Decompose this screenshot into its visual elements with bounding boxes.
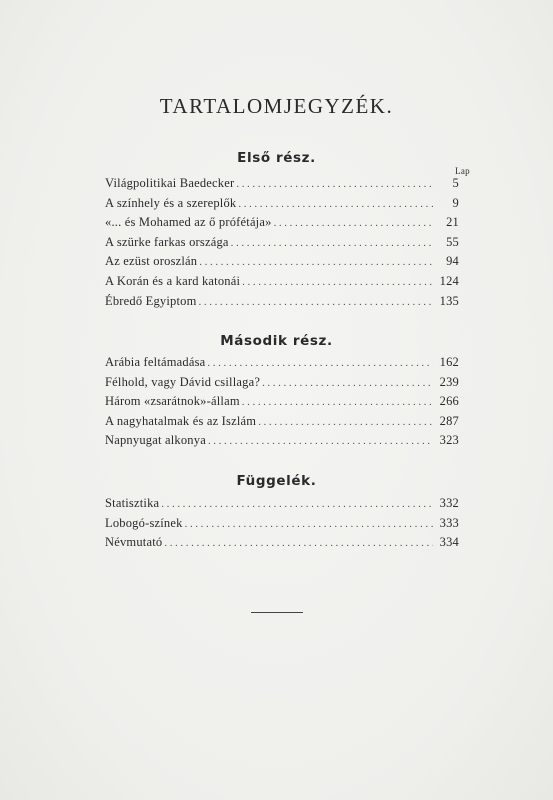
toc-entry	[105, 433, 459, 453]
toc-entry-page: 55	[446, 234, 459, 249]
toc-entry-page: 135	[439, 293, 459, 308]
dot-leader	[236, 178, 433, 190]
toc-entry-page: 94	[446, 254, 459, 269]
dot-leader	[258, 416, 433, 428]
toc-entry	[105, 274, 459, 294]
closing-rule	[251, 612, 303, 613]
toc-entry	[105, 176, 459, 196]
toc-entry	[105, 254, 459, 274]
toc-entry	[105, 414, 459, 434]
dot-leader	[262, 377, 433, 389]
toc-entry	[105, 375, 459, 395]
dot-leader	[242, 396, 433, 408]
toc-entry-page: 266	[439, 394, 459, 409]
toc-entry	[105, 294, 459, 314]
section-heading-appendix: Függelék.	[236, 473, 317, 489]
toc-entry-page: 5	[452, 176, 459, 190]
toc-list-appendix	[105, 496, 459, 555]
toc-list-section-2	[105, 355, 459, 453]
toc-entry	[105, 394, 459, 414]
page-column-label: Lap	[455, 166, 470, 176]
toc-entry-title: Három «zsarátnok»-állam	[105, 394, 240, 409]
toc-entry	[105, 355, 459, 375]
toc-entry	[105, 196, 459, 216]
dot-leader	[274, 217, 433, 229]
toc-entry-title: Arábia feltámadása	[105, 355, 206, 369]
toc-entry-page: 239	[439, 374, 459, 389]
dot-leader	[164, 537, 433, 549]
toc-entry-title: A Korán és a kard katonái	[105, 273, 241, 288]
toc-entry-title: Névmutató	[105, 535, 163, 550]
toc-entry-page: 333	[439, 515, 459, 530]
toc-entry-page: 162	[439, 355, 459, 369]
dot-leader	[207, 357, 433, 369]
dot-leader	[161, 498, 433, 510]
toc-entry-page: 334	[439, 535, 459, 550]
dot-leader	[185, 518, 433, 530]
dot-leader	[208, 435, 433, 447]
toc-list-section-1	[105, 176, 459, 313]
toc-entry-page: 287	[439, 413, 459, 428]
toc-entry-title: A nagyhatalmak és az Iszlám	[105, 413, 257, 428]
toc-entry-page: 21	[446, 215, 459, 230]
toc-entry	[105, 496, 459, 516]
toc-entry	[105, 215, 459, 235]
toc-entry-title: Lobogó-színek	[105, 515, 183, 530]
toc-entry-page: 332	[439, 496, 459, 510]
dot-leader	[199, 296, 433, 308]
toc-entry-title: A szürke farkas országa	[105, 234, 229, 249]
toc-entry-title: Világpolitikai Baedecker	[105, 176, 235, 190]
toc-entry-title: A színhely és a szereplők	[105, 195, 237, 210]
dot-leader	[199, 256, 433, 268]
toc-entry-title: Az ezüst oroszlán	[105, 254, 198, 269]
toc-entry	[105, 516, 459, 536]
dot-leader	[231, 237, 433, 249]
dot-leader	[242, 276, 433, 288]
toc-entry	[105, 535, 459, 555]
dot-leader	[238, 198, 433, 210]
toc-entry-title: Statisztika	[105, 496, 160, 510]
toc-entry-title: «... és Mohamed az ő prófétája»	[105, 215, 272, 230]
page-title: TARTALOMJEGYZÉK.	[159, 94, 394, 118]
section-heading-2: Második rész.	[220, 333, 333, 349]
toc-entry	[105, 235, 459, 255]
toc-entry-title: Félhold, vagy Dávid csillaga?	[105, 374, 261, 389]
toc-entry-title: Napnyugat alkonya	[105, 433, 206, 448]
toc-entry-page: 9	[452, 195, 459, 210]
toc-entry-page: 124	[439, 273, 459, 288]
section-heading-1: Első rész.	[237, 150, 316, 166]
toc-entry-title: Ébredő Egyiptom	[105, 293, 197, 308]
toc-entry-page: 323	[439, 433, 459, 448]
